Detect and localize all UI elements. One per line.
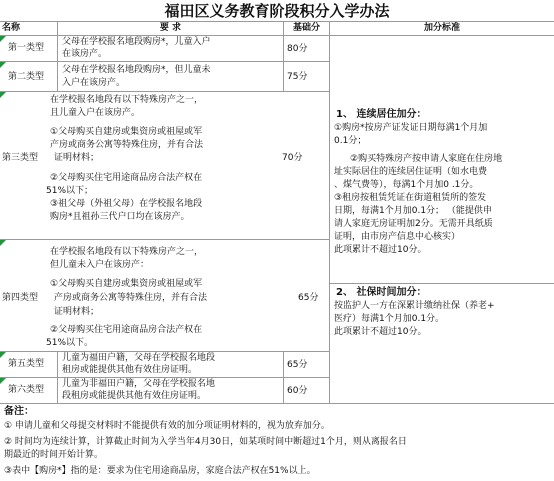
type1-req-line2: 在该房产。 [62,49,108,59]
notes-section [0,404,554,481]
type3-option2-line1: ②父母购买住宅用途商品房合法产权在 [50,173,203,183]
type4-intro-line1: 在学校报名地段有以下特殊房产之一， [50,247,204,257]
sheet-title: 福田区义务教育阶段积分入学办法 [0,0,554,22]
cell-marker [0,240,6,246]
residence-line: 证明，由市房产信息中心核实） [334,232,461,242]
residence-line: 日期，每满1个月加0.1分； （能提供申 [334,206,492,216]
type5-requirement-cell [58,352,284,378]
type2-name: 第二类型 [8,72,45,82]
residence-title: 1、 连续居住加分： [336,109,427,120]
type4-option1-line2: 产房或商务公寓等特殊住房，并有合法 [54,293,208,303]
cell-marker [0,352,6,358]
type6-req-line2: 段租房或能提供其他有效住房证明。 [62,391,207,401]
type6-score: 60分 [287,386,308,396]
social-line: 此项累计不超过10分。 [334,327,427,337]
type5-req-line1: 儿童为福田户籍，父母在学校报名地段 [62,353,216,363]
type5-name: 第五类型 [8,359,45,369]
bonus-residence-cell [330,36,554,284]
social-title: 2、 社保时间加分： [336,287,427,298]
residence-line: 、煤气费等），每满1个月加0 .1分。 [334,180,479,190]
residence-line: 此项累计不超过10分。 [334,245,427,255]
type2-name-cell [0,62,58,92]
type2-score: 75分 [287,72,308,82]
type3-option3-line1: ③祖父母（外祖父母）在学校报名地段 [50,199,203,209]
note-item: ③表中【购房*】指的是：要求为住宅用途商品房，家庭合法产权在51%以上。 [4,466,316,476]
type3-name: 第三类型 [2,153,39,163]
type6-name-cell [0,378,58,404]
type3-option3-line2: 购房*且祖孙三代户口均在该房产。 [50,212,190,222]
header-base-score: 基础分 [284,22,330,36]
type5-name-cell [0,352,58,378]
social-line: 医疗）每满1个月加0.1分。 [334,314,445,324]
type4-intro-line2: 但儿童未入户在该房产： [50,260,150,270]
type5-score: 65分 [287,360,308,370]
type3-intro-line2: 且儿童入户在该房产。 [50,108,141,118]
type1-name: 第一类型 [8,43,45,53]
type4-option2-line2: 51%以下。 [46,338,94,348]
type1-name-cell [0,36,58,62]
type3-score: 70分 [282,153,303,163]
type3-intro-line1: 在学校报名地段有以下特殊房产之一， [50,95,204,105]
notes-title: 备注： [4,406,34,417]
note-item: 期最近的时间开始计算。 [4,450,104,460]
cell-marker [0,378,6,384]
type4-name: 第四类型 [2,293,39,303]
residence-line: ③租房按租赁凭证在街道租赁所的签发 [334,193,487,203]
type6-req-line1: 儿童为非福田户籍，父母在学校报名地 [62,379,216,389]
residence-line: ②购买特殊房产按申请人家庭在住房地 [350,154,503,164]
residence-line: ①购房*按房产证发证日期每满1个月加 [334,123,488,133]
header-bonus-standard: 加分标准 [330,22,554,36]
header-requirement: 要 求 [58,22,284,36]
cell-marker [0,92,6,98]
type3-proof: 证明材料； [54,153,100,163]
type4-score: 65分 [298,293,319,303]
type1-score-cell [284,36,330,62]
type3-option1-line1: ①父母购买自建房或集资房或祖屋或军 [50,127,203,137]
social-line: 按监护人一方在深累计缴纳社保（养老+ [334,301,495,311]
residence-line: 请人家庭无房证明加2分。无需开具纸质 [334,219,493,229]
type1-requirement-cell [58,36,284,62]
type4-option2-line1: ②父母购买住宅用途商品房合法产权在 [50,325,203,335]
cell-marker [0,36,6,42]
type4-option1-line1: ①父母购买自建房或集资房或祖屋或军 [50,279,203,289]
type2-requirement-cell [58,62,284,92]
cell-marker [0,62,6,68]
bonus-social-cell [330,284,554,404]
type4-proof: 证明材料； [54,307,100,317]
type6-name: 第六类型 [8,385,45,395]
type2-score-cell [284,62,330,92]
residence-line: 址实际居住的连续居住证明（如水电费 [334,167,488,177]
type3-option1-line2: 产房或商务公寓等特殊住房，并有合法 [50,140,204,150]
type5-score-cell [284,352,330,378]
type4-block [0,240,330,352]
type6-requirement-cell [58,378,284,404]
type1-req-line1: 父母在学校报名地段购房*，儿童入户 [62,37,211,47]
type1-score: 80分 [287,44,308,54]
note-item: ① 申请儿童和父母提交材料时不能提供有效的加分项证明材料的，视为放弃加分。 [4,421,330,431]
type2-req-line2: 入户在该房产。 [62,78,126,88]
type3-option2-line2: 51%以下； [46,186,94,196]
type5-req-line2: 租房或能提供其他有效住房证明。 [62,365,198,375]
type6-score-cell [284,378,330,404]
note-item: ② 时间均为连续计算，计算截止时间为入学当年4月30日，如某项时间中断超过1个月，则从离报名日 [4,437,407,447]
residence-line: 0.1分； [334,136,367,146]
type3-block [0,92,330,240]
type2-req-line1: 父母在学校报名地段购房*，但儿童未 [62,65,211,75]
header-name: 名称 [0,22,58,36]
